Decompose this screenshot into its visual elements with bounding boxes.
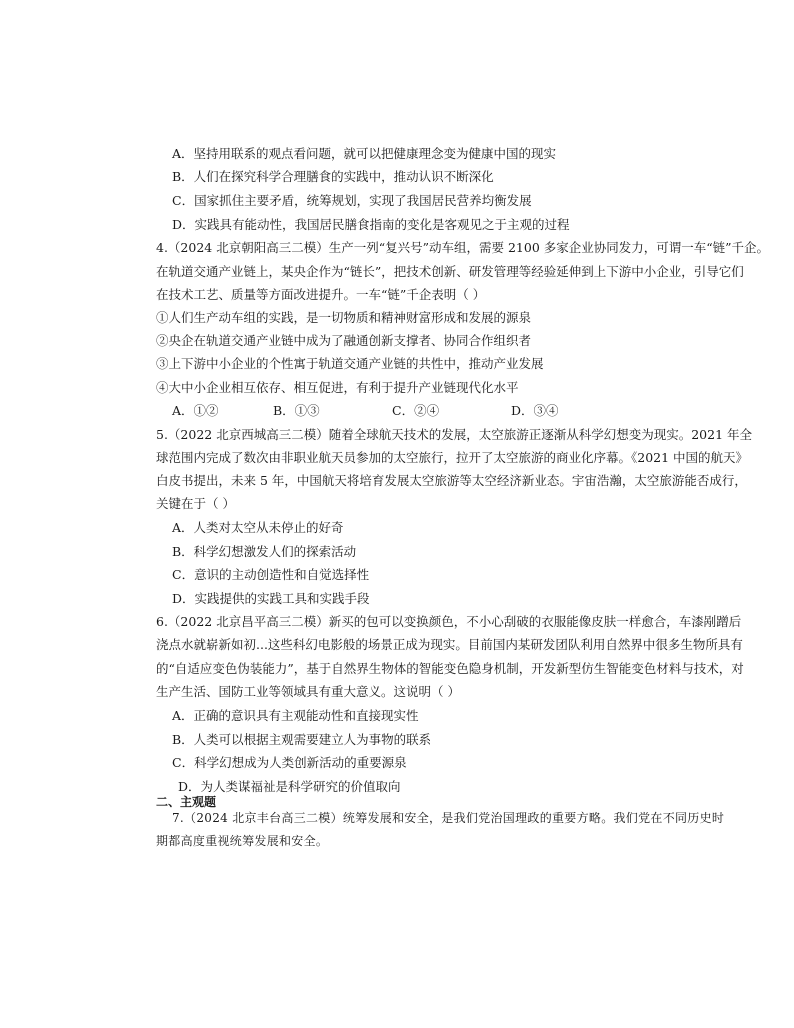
q4-statement-4: ④大中小企业相互依存、相互促进，有利于提升产业链现代化水平 (156, 380, 519, 395)
q6-option-c[interactable]: C．科学幻想成为人类创新活动的重要源泉 (172, 755, 407, 770)
q6-stem-line: 生产生活、国防工业等领域具有重大意义。这说明（ ） (156, 684, 460, 699)
q5-option-c[interactable]: C．意识的主动创造性和自觉选择性 (172, 567, 370, 582)
q5-stem-line: 白皮书提出，未来 5 年，中国航天将培育发展太空旅游等太空经济新业态。宇宙浩瀚，太空旅游能否成行， (156, 473, 747, 488)
q6-option-d[interactable]: D．为人类谋福祉是科学研究的价值取向 (178, 779, 401, 794)
q4-statement-1: ①人们生产动车组的实践，是一切物质和精神财富形成和发展的源泉 (156, 310, 532, 325)
q3-option-d[interactable]: D．实践具有能动性，我国居民膳食指南的变化是客观见之于主观的过程 (172, 217, 570, 232)
q4-stem-line: 在技术工艺、质量等方面改进提升。一车“链”千企表明（ ） (156, 287, 486, 302)
q5-stem-line: 球范围内完成了数次由非职业航天员参加的太空旅行，拉开了太空旅游的商业化序幕。《2021 中国的航天》 (156, 450, 749, 465)
q5-stem-line: 5.（2022 北京西城高三二模）随着全球航天技术的发展，太空旅游正逐渐从科学幻想变为现实。2021 年全 (156, 427, 752, 442)
q4-stem-line: 在轨道交通产业链上，某央企作为“链长”，把技术创新、研发管理等经验延伸到上下游中小企业，引导它们 (156, 264, 744, 279)
q5-option-b[interactable]: B．科学幻想激发人们的探索活动 (172, 544, 357, 559)
section-heading: 二、主观题 (156, 795, 217, 809)
q7-stem-line: 7.（2024 北京丰台高三二模）统筹发展和安全，是我们党治国理政的重要方略。我们党在不同历史时 (172, 811, 725, 825)
q5-stem-line: 关键在于（ ） (156, 496, 235, 511)
q4-choices (172, 402, 592, 420)
q4-statement-2: ②央企在轨道交通产业链中成为了融通创新支撑者、协同合作组织者 (156, 333, 532, 348)
q3-option-c[interactable]: C．国家抓住主要矛盾，统筹规划，实现了我国居民营养均衡发展 (172, 193, 532, 208)
q5-option-d[interactable]: D．实践提供的实践工具和实践手段 (172, 591, 370, 606)
q4-choice-b[interactable]: B．①③ (273, 403, 320, 418)
q4-choice-d[interactable]: D．③④ (511, 403, 559, 418)
q5-option-a[interactable]: A．人类对太空从未停止的好奇 (172, 520, 344, 535)
q4-stem-line: 4.（2024 北京朝阳高三二模）生产一列“复兴号”动车组，需要 2100 多家企业协同发力，可谓一车“链”千企。 (156, 240, 770, 255)
q4-choice-c[interactable]: C．②④ (392, 403, 440, 418)
q4-choice-a[interactable]: A．①② (172, 403, 219, 418)
q6-stem-line: 的“自适应变色伪装能力”，基于自然界生物体的智能变色隐身机制，开发新型仿生智能变色材料与技术，对 (156, 661, 744, 676)
q3-option-b[interactable]: B．人们在探究科学合理膳食的实践中，推动认识不断深化 (172, 169, 494, 184)
q6-option-b[interactable]: B．人类可以根据主观需要建立人为事物的联系 (172, 732, 432, 747)
q3-option-a[interactable]: A．坚持用联系的观点看问题，就可以把健康理念变为健康中国的现实 (172, 146, 557, 161)
q6-stem-line: 6.（2022 北京昌平高三二模）新买的包可以变换颜色，不小心刮破的衣服能像皮肤一样愈合，车漆剐蹭后 (156, 614, 742, 629)
q6-stem-line: 浇点水就崭新如初...这些科幻电影般的场景正成为现实。目前国内某研发团队利用自然界中很多生物所具有 (156, 637, 743, 652)
q7-stem-line: 期都高度重视统筹发展和安全。 (156, 834, 329, 848)
q4-statement-3: ③上下游中小企业的个性寓于轨道交通产业链的共性中，推动产业发展 (156, 356, 544, 371)
q6-option-a[interactable]: A．正确的意识具有主观能动性和直接现实性 (172, 708, 419, 723)
